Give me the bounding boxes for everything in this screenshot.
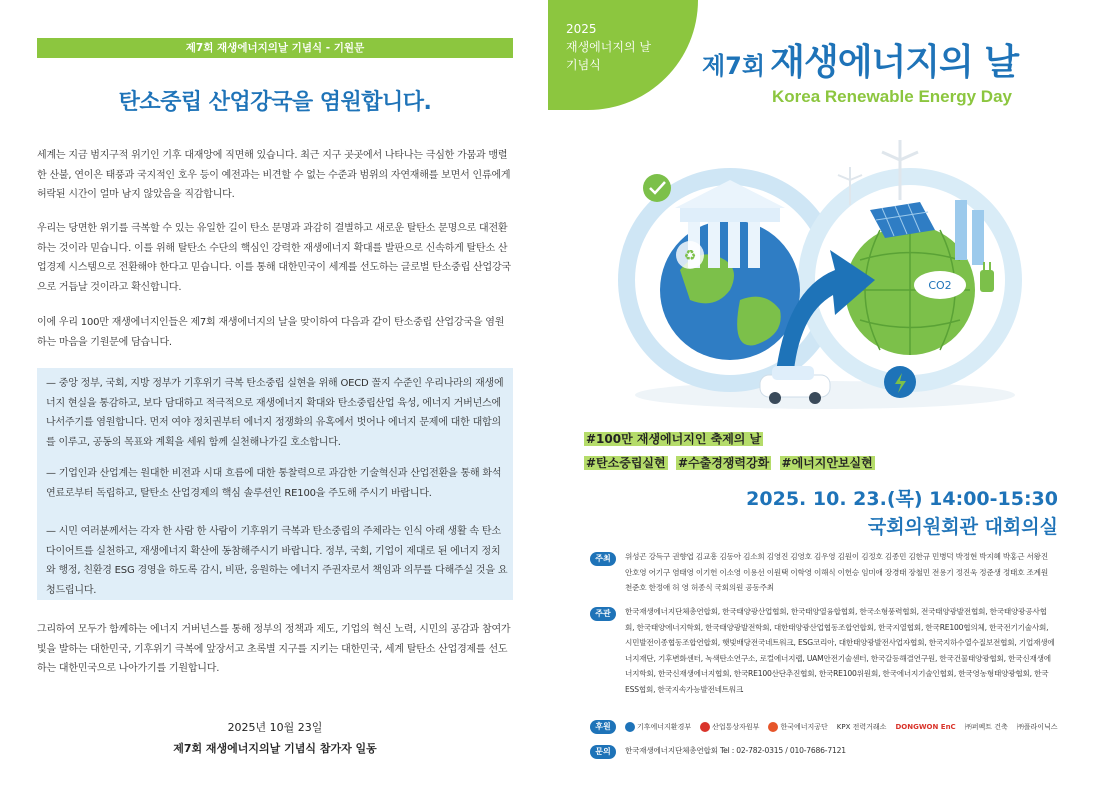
paragraph-4: 그리하여 모두가 함께하는 에너지 거버넌스를 통해 정부의 정책과 제도, 기업의 혁신 노력, 시민의 공감과 참여가 빛을 발하는 대한민국, 기후위기 극복에 앞장서고 초록별 지구를 지키는 대한민국, 세계 탈탄소 산업경제를 선도하는 대한민국으로 나아가기를 기원합니다. (37, 624, 511, 674)
sponsor-logo-6: ㈜퍼펙트 건축 (964, 723, 1008, 731)
corner-line3: 기념식 (566, 58, 601, 72)
paragraph-2: 우리는 당면한 위기를 극복할 수 있는 유일한 길이 탄소 문명과 과감히 결별하고 새로운 탈탄소 문명으로 대전환하는 것이라 믿습니다. 이를 위해 탈탄소 수단의 핵심인 강력한 재생에너지 확대를 발판으로 신속하게 탈탄소 산업경제 시스템으로 전환해야 한다고 믿습니다. 이를 통해 대한민국이 세계를 선도하는 글로벌 탄소중립 산업강국으로 거듭날 것이라고 확신합니다. (37, 223, 511, 293)
event-title-number: 제7회 (702, 52, 766, 80)
event-venue: 국회의원회관 대회의실 (867, 516, 1058, 538)
hashtag-security: #에너지안보실현 (781, 456, 873, 470)
corner-line2: 재생에너지의 날 (566, 40, 651, 54)
contact-label: 문의 (590, 745, 616, 759)
sponsor-logo-4: KPX 전력거래소 (836, 723, 887, 731)
co2-label: CO2 (928, 279, 952, 292)
appeal-citizens: — 시민 여러분께서는 각자 한 사람 한 사람이 기후위기 극복과 탄소중립의 주체라는 인식 아래 생활 속 탄소 다이어트를 실천하고, 재생에너지 확산에 동참해주시기 바랍니다. 정부, 국회, 기업이 제대로 된 에너지 정치와 행정, 친환경 ESG 경영을 하도록 감시, 비판, 응원하는 에너지 주권자로서 책임과 의무를 다해주실 것을 요청드립니다. (46, 526, 508, 596)
svg-text:♻: ♻ (683, 248, 697, 264)
event-title-english: Korea Renewable Energy Day (772, 87, 1012, 106)
hashtag-line-1 (584, 430, 763, 447)
appeal-government: — 중앙 정부, 국회, 지방 정부가 기후위기 극복 탄소중립 실현을 위해 OECD 꼴지 수준인 우리나라의 재생에너지 현실을 통감하고, 보다 담대하고 적극적으로 재생에너지 확대와 탄소중립산업 육성, 에너지 거버넌스에 나서주기를 염원합니다. 먼저 여야 정치권부터 에너지 정쟁화의 유혹에서 벗어나 에너지 문제에 대한 대합의를 이루고, 공동의 목표와 계획을 세워 함께 실천해나가길 호소합니다. (46, 378, 504, 448)
appeal-box (37, 368, 513, 600)
corner-label (566, 20, 686, 74)
prayer-date: 2025년 10월 23일 (227, 721, 323, 734)
sponsor-logo-1: 기후에너지환경부 (625, 722, 691, 732)
hashtag-carbon-neutral: #탄소중립실현 (586, 456, 666, 470)
hashtag-festival: #100만 재생에너지인 축제의 날 (586, 432, 762, 446)
paragraph-1: 세계는 지금 범지구적 위기인 기후 대재앙에 직면해 있습니다. 최근 지구 곳곳에서 나타나는 극심한 가뭄과 맹렬한 산불, 연이은 태풍과 국지적인 호우 등이 예전과는 비견할 수 없는 수준과 범위의 자연재해를 보면서 인류에게 허락된 시간이 얼마 남지 않았음을 직감합니다. (37, 150, 511, 200)
hashtag-export: #수출경쟁력강화 (677, 456, 770, 470)
event-date: 2025. 10. 23.(목) 14:00-15:30 (746, 488, 1058, 510)
sponsor-logo-7: ㈜플라이닉스 (1016, 723, 1058, 731)
contact-text: 한국재생에너지단체총연합회 Tel : 02-782-0315 / 010-7686-7121 (625, 746, 846, 755)
prayer-banner (37, 38, 513, 58)
sponsor-logo-3: 한국에너지공단 (768, 722, 827, 732)
sponsor-logos (625, 718, 1065, 736)
host-label: 주최 (590, 552, 616, 566)
corner-year: 2025 (566, 22, 597, 36)
organizer-text: 한국재생에너지단체총연합회, 한국태양광산업협회, 한국태양열융합협회, 한국소형풍력협회, 전국태양광발전협회, 한국태양광공사협회, 한국태양에너지학회, 한국태양광발전학회, 대한태양광산업협동조합연합회, 한국지열협회, 한국RE100협의체, 한국전기기술사회, 시민발전이종협동조합연합회, 햇빛배당전국네트워크, ESG코리아, 대한태양광발전사업자협회, 한국지하수열수질보전협회, 기업재생에너지재단, 기후변화센터, 녹색탄소연구소, 로컬에너지랩, UAM안전기술센터, 한국갈등해결연구원, 한국건물태양광협회, 한국신재생에너지학회, 한국신재생에너지협회, 한국RE100산단추진협회, 한국RE100위원회, 한국에너지기술인협회, 한국영농형태양광협회, 한국ESS협회, 한국지속가능발전네트워크 (625, 607, 1055, 694)
prayer-signature: 제7회 재생에너지의날 기념식 참가자 일동 (173, 742, 377, 755)
prayer-banner-text: 제7회 재생에너지의날 기념식 - 기원문 (185, 42, 365, 54)
event-title (702, 34, 1018, 85)
sponsor-logo-5: DONGWON EnC (895, 723, 956, 731)
hashtag-line-2 (584, 454, 875, 471)
event-title-main: 재생에너지의 날 (770, 42, 1019, 83)
paragraph-3: 이에 우리 100만 재생에너지인들은 제7회 재생에너지의 날을 맞이하여 다음과 같이 탄소중립 산업강국을 염원하는 마음을 기원문에 담습니다. (37, 317, 505, 348)
organizer-label: 주관 (590, 607, 616, 621)
sponsor-label: 후원 (590, 720, 616, 734)
prayer-title: 탄소중립 산업강국을 염원합니다. (118, 90, 432, 115)
host-text: 위성곤 강득구 권향엽 김교흥 김동아 김소희 김영진 김영호 김우영 김원이 김정호 김종민 김한규 민병덕 박정현 박지혜 박홍근 서왕진 안호영 어기구 염태영 이기헌 이소영 이용선 이원택 이학영 이해식 이헌승 임미애 장경태 장철민 전용기 정진욱 정준생 정태호 조계원 천준호 한정애 허 영 허종식 국회의원 공동주최 (625, 552, 1048, 592)
renewable-energy-illustration (610, 130, 1030, 430)
appeal-industry: — 기업인과 산업계는 원대한 비전과 시대 흐름에 대한 통찰력으로 과감한 기술혁신과 산업전환을 통해 화석연료로부터 독립하고, 탈탄소 산업경제의 핵심 솔루션인 RE100을 주도해 주시기 바랍니다. (46, 468, 502, 499)
sponsor-logo-2: 산업통상자원부 (700, 722, 759, 732)
